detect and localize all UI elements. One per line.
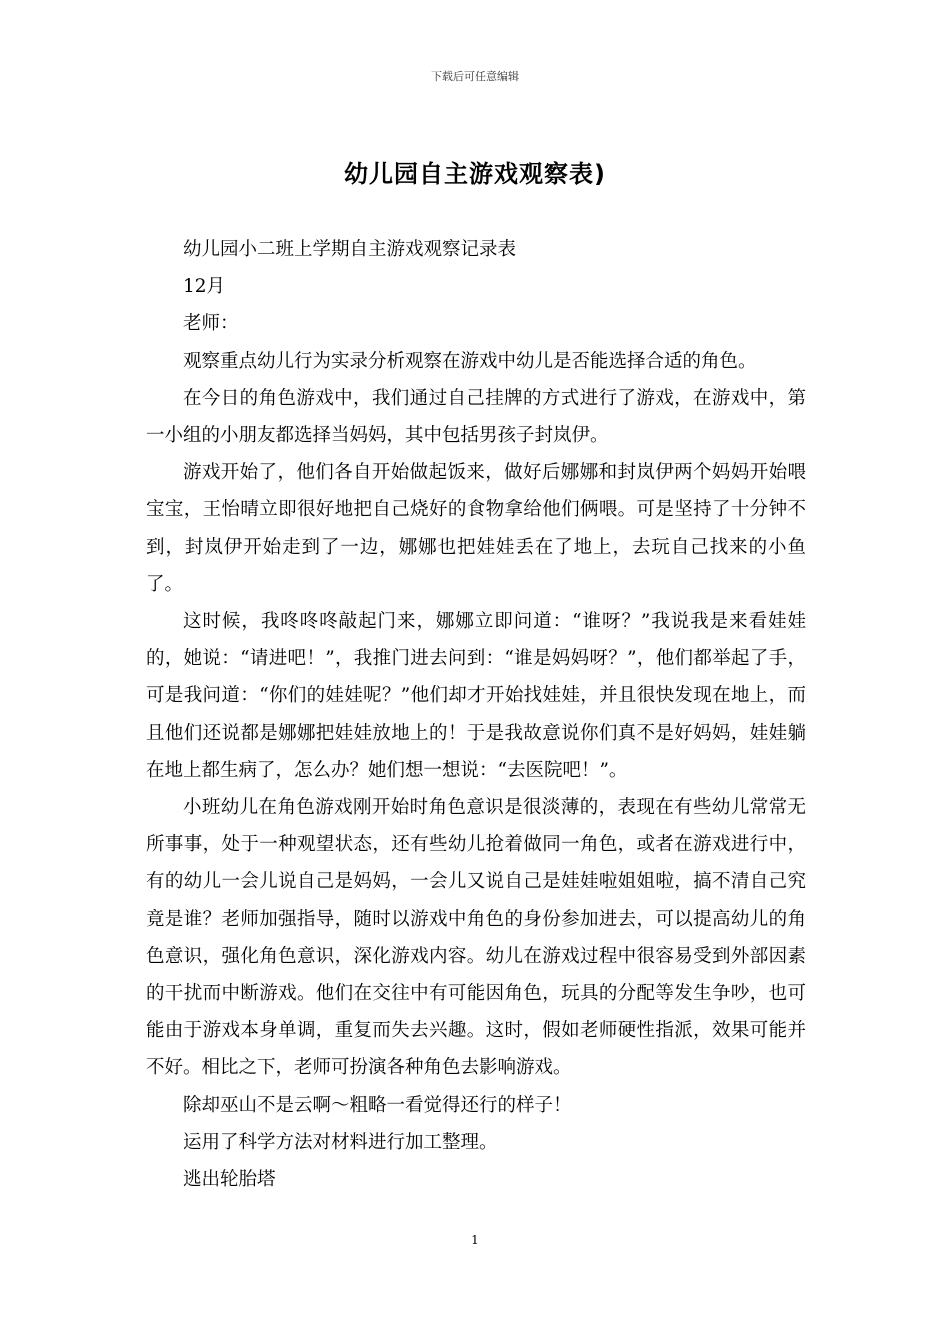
paragraph: 老师：: [183, 313, 239, 335]
paragraph: 这时候，我咚咚咚敲起门来，娜娜立即问道：“谁呀？”我说我是来看娃娃的，她说：“请进吧！”，我推门进去问到：“谁是妈妈呀？”，他们都举起了手，可是我问道：“你们的娃娃呢？”他们却才开始找娃娃，并且很快发现在地上，而且他们还说都是娜娜把娃娃放地上的！于是我故意说你们真不是好妈妈，娃娃躺在地上都生病了，怎么办？她们想一想说：“去医院吧！”。: [146, 611, 806, 781]
page-number: 1: [471, 1233, 479, 1247]
document-title: 幼儿园自主游戏观察表): [344, 160, 606, 188]
document-body: [146, 231, 806, 1198]
paragraph: 除却巫山不是云啊～粗略一看觉得还行的样子！: [183, 1094, 572, 1116]
paragraph: 逃出轮胎塔: [183, 1169, 276, 1191]
paragraph: 在今日的角色游戏中，我们通过自己挂牌的方式进行了游戏，在游戏中，第一小组的小朋友都选择当妈妈，其中包括男孩子封岚伊。: [146, 387, 806, 447]
paragraph: 小班幼儿在角色游戏刚开始时角色意识是很淡薄的，表现在有些幼儿常常无所事事，处于一种观望状态，还有些幼儿抢着做同一角色，或者在游戏进行中，有的幼儿一会儿说自己是妈妈，一会儿又说自己是娃娃啦姐姐啦，搞不清自己究竟是谁？老师加强指导，随时以游戏中角色的身份参加进去，可以提高幼儿的角色意识，强化角色意识，深化游戏内容。幼儿在游戏过程中很容易受到外部因素的干扰而中断游戏。他们在交往中有可能因角色，玩具的分配等发生争吵，也可能由于游戏本身单调，重复而失去兴趣。这时，假如老师硬性指派，效果可能并不好。相比之下，老师可扮演各种角色去影响游戏。: [146, 797, 806, 1079]
page-header: 下载后可任意编辑: [431, 70, 519, 83]
paragraph: 12月: [183, 276, 226, 298]
paragraph: 游戏开始了，他们各自开始做起饭来，做好后娜娜和封岚伊两个妈妈开始喂宝宝，王怡晴立即很好地把自己烧好的食物拿给他们俩喂。可是坚持了十分钟不到，封岚伊开始走到了一边，娜娜也把娃娃丢在了地上，去玩自己找来的小鱼了。: [146, 462, 806, 595]
paragraph: 幼儿园小二班上学期自主游戏观察记录表: [183, 239, 517, 260]
paragraph: 运用了科学方法对材料进行加工整理。: [183, 1131, 498, 1153]
paragraph: 观察重点幼儿行为实录分析观察在游戏中幼儿是否能选择合适的角色。: [183, 350, 757, 372]
